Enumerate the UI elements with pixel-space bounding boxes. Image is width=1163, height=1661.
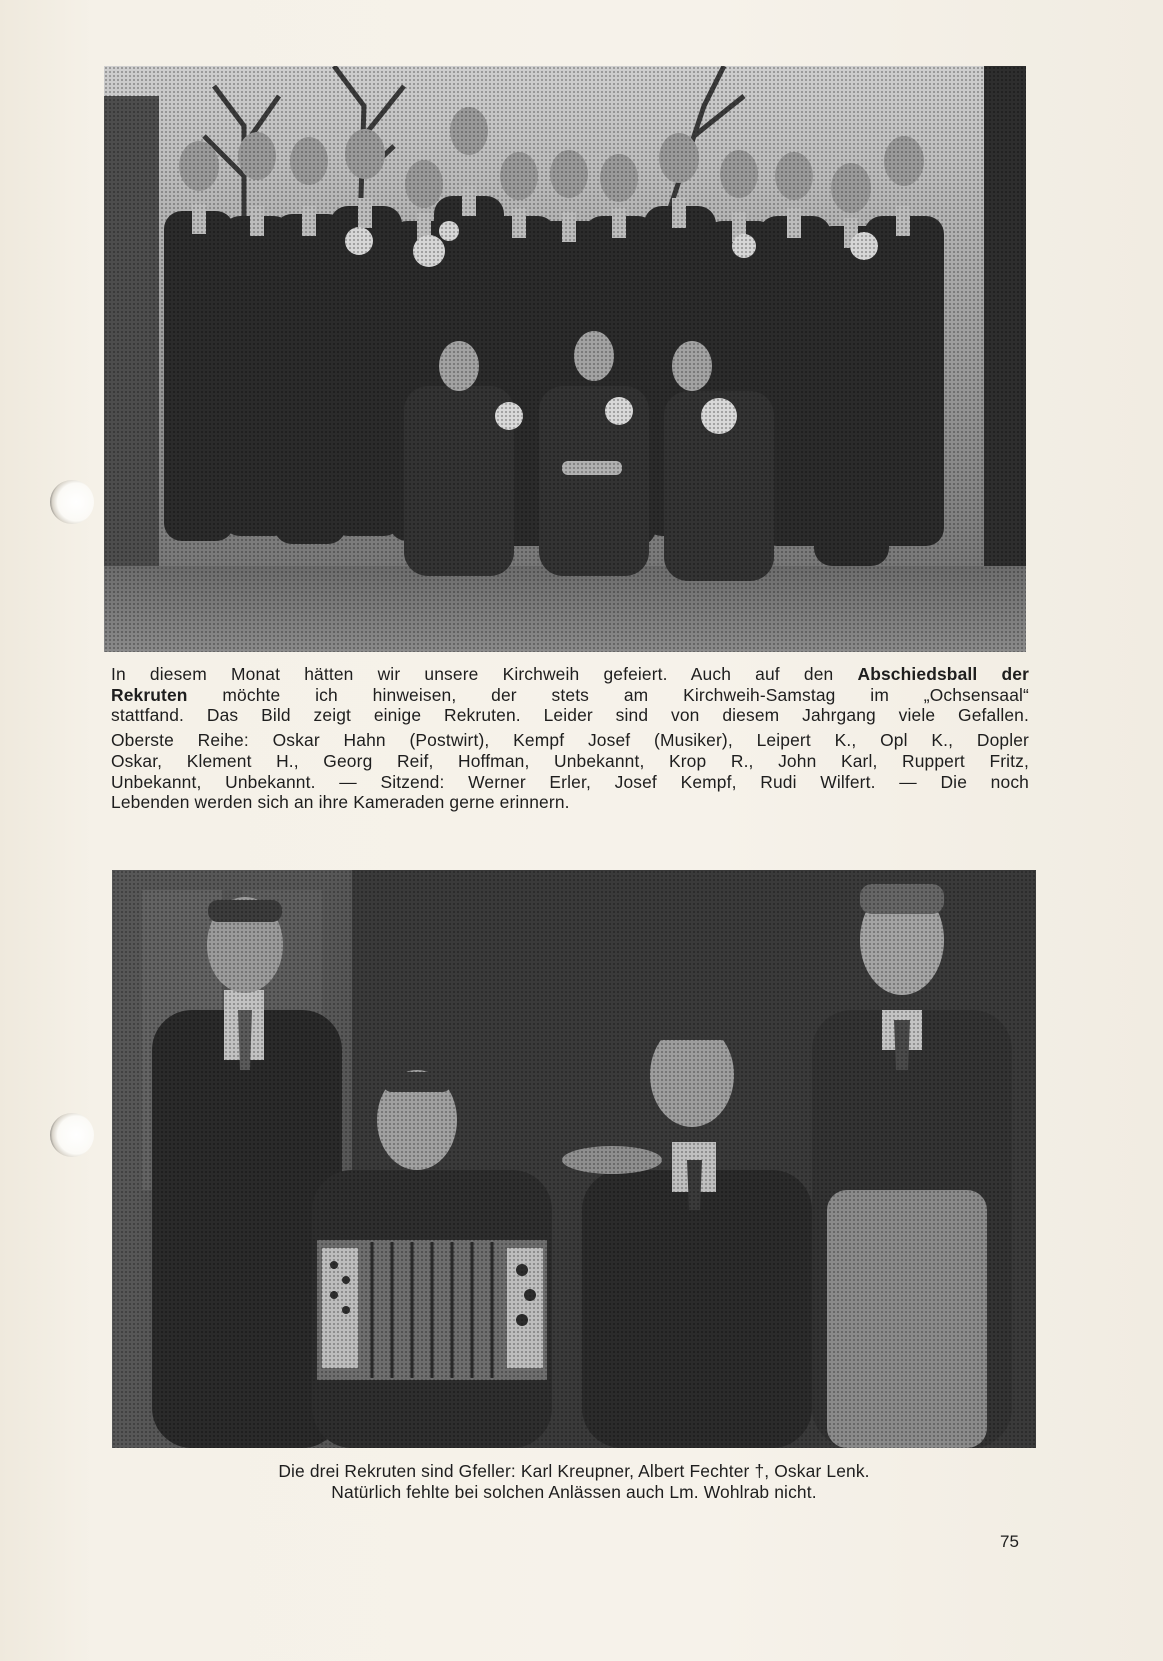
caption-text: In diesem Monat hätten wir unsere Kirchweih gefeiert. Auch auf den	[111, 664, 858, 684]
caption-line	[111, 664, 1029, 685]
group-photo-illustration	[104, 66, 1026, 652]
caption-text: möchte ich hinweisen, der stets am Kirchweih-Samstag im „Ochsensaal“	[187, 684, 1029, 705]
accordion-photo-illustration	[112, 870, 1036, 1448]
caption-line: Lebenden werden sich an ihre Kameraden gerne erinnern.	[111, 792, 570, 813]
punch-hole	[50, 1113, 94, 1157]
caption-line: Unbekannt, Unbekannt. — Sitzend: Werner Erler, Josef Kempf, Rudi Wilfert. — Die noch	[111, 771, 1029, 792]
caption-line: stattfand. Das Bild zeigt einige Rekruten. Leider sind von diesem Jahrgang viele Gefallen.	[111, 705, 1029, 726]
caption-top-photo	[111, 664, 1029, 813]
page-number: 75	[1000, 1532, 1019, 1551]
photo-recruits-accordion	[112, 870, 1036, 1448]
caption-bold-text: Rekruten	[111, 684, 188, 705]
punch-hole	[50, 480, 94, 524]
group-photo-recruits	[104, 66, 1026, 652]
caption-bottom-photo	[112, 1461, 1036, 1502]
caption-line: Oskar, Klement H., Georg Reif, Hoffman, Unbekannt, Krop R., John Karl, Ruppert Fritz,	[111, 750, 1029, 771]
caption-line: Natürlich fehlte bei solchen Anlässen auch Lm. Wohlrab nicht.	[331, 1481, 817, 1502]
caption-line	[111, 685, 1029, 706]
caption-bold-text: Abschiedsball der	[857, 664, 1029, 684]
caption-line: Oberste Reihe: Oskar Hahn (Postwirt), Kempf Josef (Musiker), Leipert K., Opl K., Dopler	[111, 730, 1029, 751]
caption-line: Die drei Rekruten sind Gfeller: Karl Kreupner, Albert Fechter †, Oskar Lenk.	[278, 1461, 870, 1481]
